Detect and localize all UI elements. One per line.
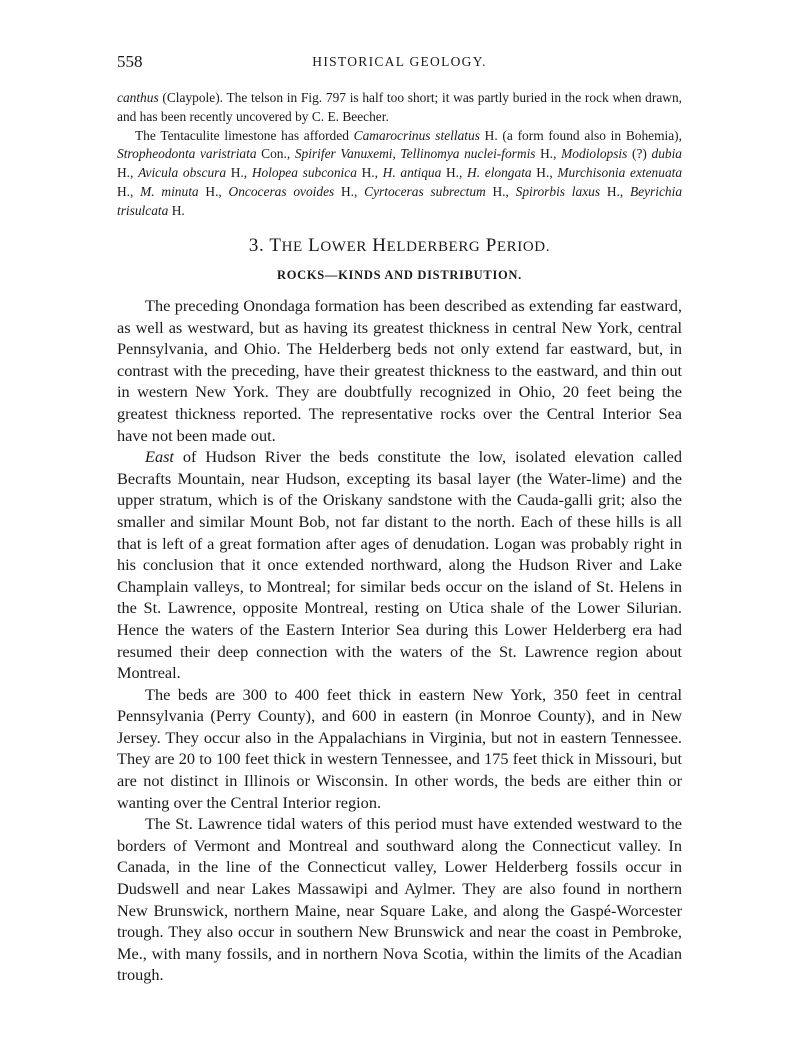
title-smallcaps: ERIOD. bbox=[496, 239, 551, 255]
species-name: Murchisonia extenuata bbox=[557, 165, 683, 181]
footnote-text: H. (a form found also in Bohemia), bbox=[479, 127, 682, 143]
footnote-text: H., bbox=[531, 165, 558, 181]
species-name: Beyrichia trisulcata bbox=[117, 183, 683, 218]
footnote-paragraph-1 bbox=[117, 89, 682, 127]
footnote-text: H., bbox=[356, 165, 383, 181]
footnote-text: H., bbox=[226, 165, 252, 181]
title-cap: P bbox=[485, 235, 497, 256]
footnote-paragraph-2 bbox=[117, 127, 682, 221]
species-name: Cyrtoceras subrectum bbox=[364, 183, 486, 199]
footnote-text: H., bbox=[485, 183, 516, 199]
paragraph-lead-italic: East bbox=[145, 447, 174, 467]
species-name: Oncoceras ovoides bbox=[228, 183, 335, 199]
species-name: Spirorbis laxus bbox=[515, 183, 601, 199]
section-title bbox=[117, 235, 682, 257]
species-name: Avicula obscura bbox=[138, 165, 227, 181]
subheading: ROCKS—KINDS AND DISTRIBUTION. bbox=[276, 268, 522, 282]
title-smallcaps: OWER bbox=[320, 239, 367, 255]
species-name: Modiolopsis bbox=[561, 146, 628, 162]
page-number: 558 bbox=[117, 52, 143, 71]
section-number: 3. bbox=[248, 235, 265, 256]
running-head: HISTORICAL GEOLOGY. bbox=[312, 54, 487, 69]
footnote-block bbox=[117, 89, 682, 221]
footnote-text: H., bbox=[535, 146, 562, 162]
footnote-text: H., bbox=[117, 183, 141, 199]
species-name: H. antiqua bbox=[382, 165, 442, 181]
species-name: dubia bbox=[651, 146, 683, 162]
species-name: Holopea subconica bbox=[251, 165, 357, 181]
footnote-italic-term: canthus bbox=[117, 90, 159, 105]
footnote-text: Con., bbox=[256, 146, 295, 162]
title-smallcaps: ELDERBERG bbox=[386, 239, 481, 255]
species-name: Stropheodonta varistriata bbox=[117, 146, 257, 162]
footnote-text: H. bbox=[168, 202, 185, 218]
footnote-text: (Claypole). The telson in Fig. 797 is half too short; it was partly buried in the rock when drawn, and has been recently uncovered by C. E. Beecher. bbox=[117, 90, 682, 124]
footnote-text: H., bbox=[600, 183, 630, 199]
species-name: H. elongata bbox=[467, 165, 532, 181]
paragraph-2 bbox=[117, 446, 682, 684]
species-name: Spirifer Vanuxemi, Tellinomya nuclei-formis bbox=[294, 146, 536, 162]
species-name: M. minuta bbox=[140, 183, 199, 199]
title-cap: T bbox=[269, 235, 282, 256]
footnote-text: H., bbox=[117, 165, 139, 181]
page-header bbox=[117, 52, 682, 76]
title-cap: H bbox=[372, 235, 387, 256]
paragraph-3: The beds are 300 to 400 feet thick in eastern New York, 350 feet in central Pennsylvania (Perry County), and 600 in eastern (in Monroe County), and in New Jersey. They occur also in the Appalachians in Virginia, but not in eastern Tennessee. They are 20 to 100 feet thick in western Tennessee, and 175 feet thick in Missouri, but are not distinct in Illinois or Wisconsin. In other words, the beds are either thin or wanting over the Central Interior region. bbox=[117, 684, 682, 812]
footnote-text: H., bbox=[334, 183, 365, 199]
species-name: Camarocrinus stellatus bbox=[353, 127, 480, 143]
title-cap: L bbox=[308, 235, 321, 256]
title-smallcaps: HE bbox=[281, 239, 303, 255]
paragraph-4: The St. Lawrence tidal waters of this period must have extended westward to the borders of Vermont and Montreal and southward along the Connecticut valley. In Canada, in the line of the Connecticut valley, Lower Helderberg fossils occur in Dudswell and near Lakes Massawipi and Aylmer. They are also found in northern New Brunswick, northern Maine, near Square Lake, and along the Gaspé-Worcester trough. They also occur in southern New Brunswick and near the coast in Pembroke, Me., with many fossils, and in northern Nova Scotia, within the limits of the Acadian trough. bbox=[117, 814, 682, 985]
footnote-text: The Tentaculite limestone has afforded bbox=[135, 127, 354, 143]
footnote-text: H., bbox=[441, 165, 468, 181]
paragraph-1: The preceding Onondaga formation has been described as extending far eastward, as well as westward, but as having its greatest thickness in central New York, central Pennsylvania, and Ohio. The Helderberg beds not only extend far eastward, but, in contrast with the preceding, have their greatest thickness to the eastward, and thin out in western New York. They are doubtfully recognized in Ohio, 20 feet being the greatest thickness reported. The representative rocks over the Central Interior Sea have not been made out. bbox=[117, 296, 682, 445]
footnote-text: (?) bbox=[627, 146, 652, 162]
body-text bbox=[117, 295, 682, 986]
paragraph-text: of Hudson River the beds constitute the low, isolated elevation called Becrafts Mountain, near Hudson, excepting its basal layer (the Water-lime) and the upper stratum, which is of the Oriskany sandstone with the Cauda-galli grit; also the smaller and similar Mount Bob, not far distant to the north. Each of these hills is all that is left of a great formation after ages of denudation. Logan was probably right in his conclusion that it once extended northward, along the Hudson River and Lake Champlain valleys, to Montreal; for similar beds occur on the island of St. Helens in the St. Lawrence, opposite Montreal, resting on Utica shale of the Lower Silurian. Hence the waters of the Eastern Interior Sea during this Lower Helderberg era had resumed their deep connection with the waters of the St. Lawrence region about Montreal. bbox=[117, 447, 682, 683]
footnote-text: H., bbox=[198, 183, 229, 199]
